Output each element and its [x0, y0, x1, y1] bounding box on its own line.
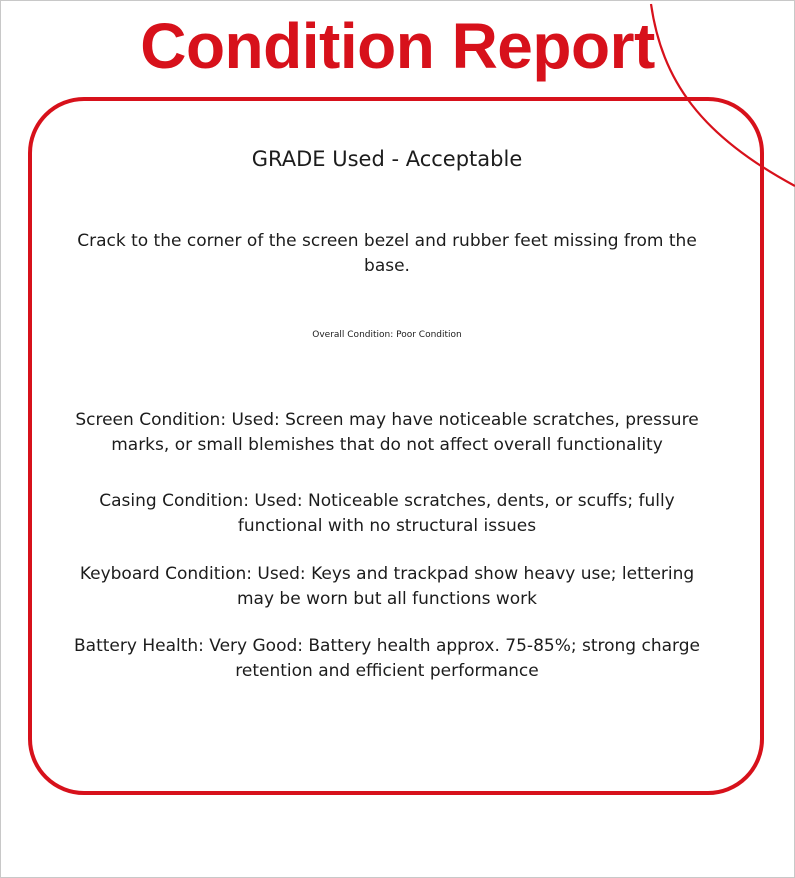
keyboard-condition: Keyboard Condition: Used: Keys and trackpad show heavy use; lettering may be worn but all functions work: [79, 564, 695, 609]
damage-summary: Crack to the corner of the screen bezel and rubber feet missing from the base.: [77, 231, 697, 276]
grade-heading: GRADE Used - Acceptable: [251, 147, 523, 171]
battery-health: Battery Health: Very Good: Battery health approx. 75-85%; strong charge retention and efficient performance: [74, 636, 700, 681]
overall-condition: Overall Condition: Poor Condition: [312, 330, 462, 340]
casing-condition: Casing Condition: Used: Noticeable scratches, dents, or scuffs; fully functional with no structural issues: [99, 491, 675, 536]
screen-condition: Screen Condition: Used: Screen may have noticeable scratches, pressure marks, or small blemishes that do not affect overall functionality: [75, 410, 699, 455]
page-title: Condition Report: [140, 10, 655, 82]
